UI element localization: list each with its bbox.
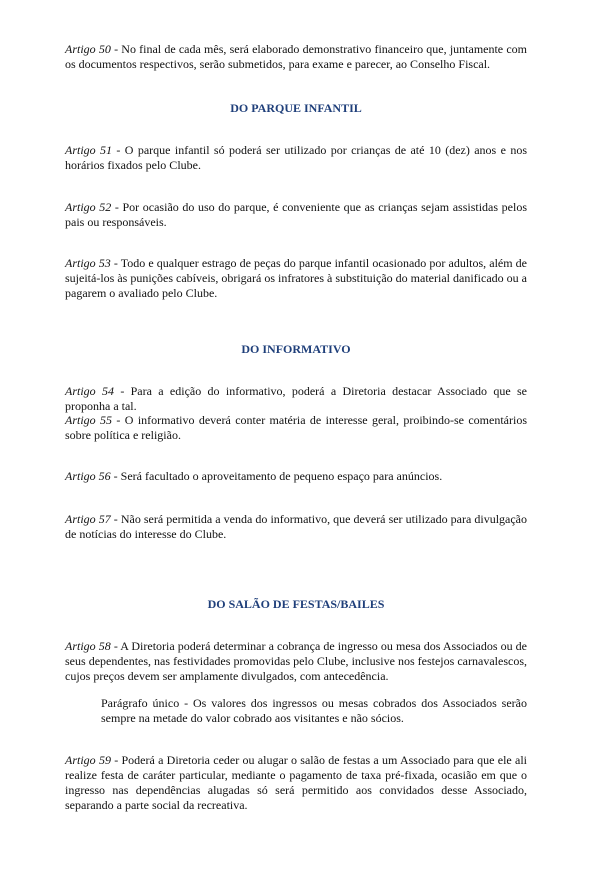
article-text: - Para a edição do informativo, poderá a Diretoria destacar Associado que se proponha a tal.	[65, 384, 528, 413]
article-label: Artigo 56	[65, 469, 111, 483]
article-59	[65, 753, 527, 813]
article-text: - Poderá a Diretoria ceder ou alugar o salão de festas a um Associado para que ele ali realize festa de caráter particular, mediante o pagamento de taxa pré-fixada, ocasião em que o ingresso nas dependências alugadas só será permitido aos convidados desse Associado, separando a parte social da recreativa.	[65, 753, 528, 812]
article-label: Artigo 59	[65, 753, 111, 767]
article-52	[65, 200, 527, 230]
article-label: Artigo 51	[65, 143, 113, 157]
section-heading-parque: DO PARQUE INFANTIL	[230, 101, 362, 115]
article-text: - Não será permitida a venda do informativo, que deverá ser utilizado para divulgação de notícias do interesse do Clube.	[65, 512, 528, 541]
article-label: Artigo 57	[65, 512, 111, 526]
article-label: Artigo 52	[65, 200, 112, 214]
article-56	[65, 469, 527, 484]
article-label: Artigo 55	[65, 413, 113, 427]
section-heading-informativo: DO INFORMATIVO	[241, 342, 351, 356]
article-text: - O parque infantil só poderá ser utilizado por crianças de até 10 (dez) anos e nos horários fixados pelo Clube.	[65, 143, 527, 172]
article-text: - Todo e qualquer estrago de peças do parque infantil ocasionado por adultos, além de sujeitá-los às punições cabíveis, obrigará os infratores à substituição do material danificado ou a pagarem o avaliado pelo Clube.	[65, 256, 527, 300]
article-54	[65, 384, 527, 414]
article-label: Artigo 58	[65, 639, 111, 653]
article-57	[65, 512, 527, 542]
article-label: Artigo 50	[65, 42, 111, 56]
section-heading-salao: DO SALÃO DE FESTAS/BAILES	[207, 597, 385, 611]
article-text: - O informativo deverá conter matéria de interesse geral, proibindo-se comentários sobre política e religião.	[65, 413, 528, 442]
article-53	[65, 256, 527, 301]
article-51	[65, 143, 527, 173]
article-55	[65, 413, 527, 443]
article-text: - A Diretoria poderá determinar a cobrança de ingresso ou mesa dos Associados ou de seus dependentes, nas festividades promovidas pelo Clube, inclusive nos festejos carnavalescos, cujos preços devem ser amplamente divulgados, com antecedência.	[65, 639, 528, 683]
article-text: - Por ocasião do uso do parque, é conveniente que as crianças sejam assistidas pelos pais ou responsáveis.	[65, 200, 527, 229]
article-50	[65, 42, 527, 72]
article-58	[65, 639, 527, 684]
paragrafo-unico: Parágrafo único - Os valores dos ingressos ou mesas cobrados dos Associados serão sempre na metade do valor cobrado aos visitantes e não sócios.	[101, 696, 527, 725]
article-label: Artigo 53	[65, 256, 111, 270]
article-text: - Será facultado o aproveitamento de pequeno espaço para anúncios.	[110, 469, 443, 483]
article-text: - No final de cada mês, será elaborado demonstrativo financeiro que, juntamente com os documentos respectivos, serão submetidos, para exame e parecer, ao Conselho Fiscal.	[65, 42, 527, 71]
article-label: Artigo 54	[65, 384, 114, 398]
